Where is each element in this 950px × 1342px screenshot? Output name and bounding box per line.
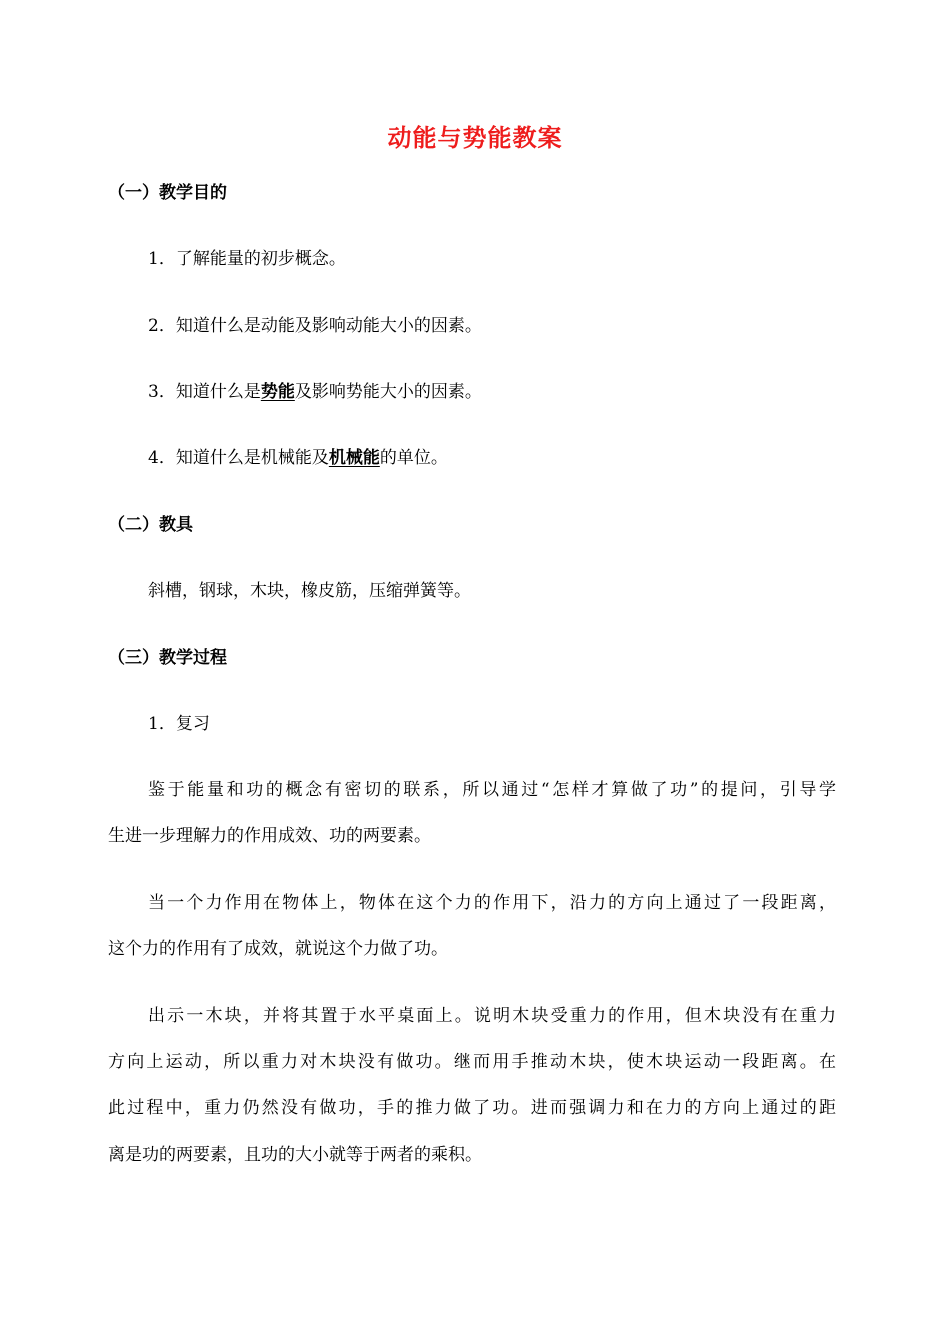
objective-item-1: 1．了解能量的初步概念。 (148, 249, 346, 269)
potential-energy-link[interactable]: 势能 (260, 382, 295, 402)
section-heading-teaching-aids: （二）教具 (108, 515, 193, 535)
subsection-review: 1．复习 (148, 714, 210, 734)
paragraph-2-line-1: 当一个力作用在物体上，物体在这个力的作用下，沿力的方向上通过了一段距离， (148, 893, 836, 913)
objective-item-4 (148, 443, 448, 468)
paragraph-3-line-4: 离是功的两要素，且功的大小就等于两者的乘积。 (108, 1145, 482, 1165)
paragraph-3-line-2: 方向上运动，所以重力对木块没有做功。继而用手推动木块，使木块运动一段距离。在 (108, 1052, 836, 1072)
objective-item-3-suffix: 及影响势能大小的因素。 (294, 382, 482, 402)
teaching-aids-text: 斜槽，钢球，木块，橡皮筋，压缩弹簧等。 (148, 581, 471, 601)
section-heading-objectives: （一）教学目的 (108, 183, 227, 203)
mechanical-energy-link[interactable]: 机械能 (328, 448, 380, 468)
objective-item-4-suffix: 的单位。 (379, 448, 448, 468)
paragraph-1-line-1: 鉴于能量和功的概念有密切的联系，所以通过“怎样才算做了功”的提问，引导学 (148, 780, 836, 800)
paragraph-3-line-3: 此过程中，重力仍然没有做功，手的推力做了功。进而强调力和在力的方向上通过的距 (108, 1098, 836, 1118)
objective-item-4-prefix: 4．知道什么是机械能及 (148, 448, 329, 468)
objective-item-3 (148, 377, 482, 402)
paragraph-1-line-2: 生进一步理解力的作用成效、功的两要素。 (108, 826, 431, 846)
objective-item-2: 2．知道什么是动能及影响动能大小的因素。 (148, 316, 482, 336)
document-title: 动能与势能教案 (387, 124, 563, 152)
paragraph-2-line-2: 这个力的作用有了成效，就说这个力做了功。 (108, 939, 448, 959)
paragraph-3-line-1: 出示一木块，并将其置于水平桌面上。说明木块受重力的作用，但木块没有在重力 (148, 1006, 836, 1026)
objective-item-3-prefix: 3．知道什么是 (148, 382, 261, 402)
section-heading-process: （三）教学过程 (108, 648, 227, 668)
